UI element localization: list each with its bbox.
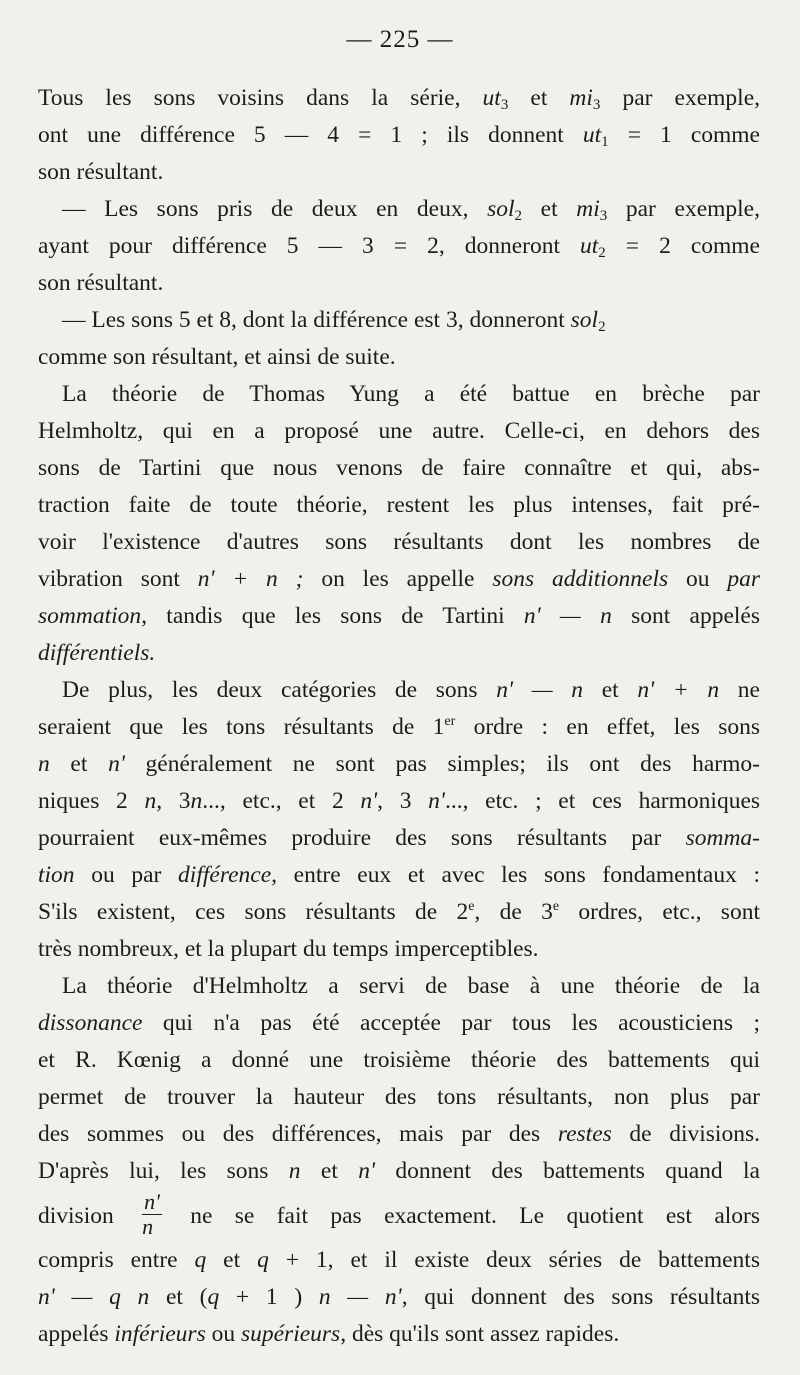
text-run: permet de trouver la hauteur des tons résultants, non plus par	[38, 1084, 760, 1110]
text-line	[38, 1242, 760, 1279]
superscript: e	[468, 899, 475, 914]
italic-text: tion	[38, 862, 75, 888]
text-run: par exemple,	[600, 85, 761, 111]
subscript: 3	[599, 208, 608, 224]
text-run: niques 2	[38, 788, 145, 814]
fraction-numerator: n'	[144, 1189, 160, 1215]
text-line	[38, 339, 760, 376]
italic-text: n' + n	[637, 677, 720, 703]
text-run: division	[38, 1203, 137, 1229]
text-run: ou	[205, 1321, 241, 1347]
text-line	[38, 450, 760, 487]
italic-text: n	[38, 751, 50, 777]
text-run: appelés	[38, 1321, 115, 1347]
subscript: 2	[598, 319, 606, 335]
italic-text: sol	[487, 196, 515, 222]
text-run: traction faite de toute théorie, restent les plus intenses, fait pré-	[38, 492, 760, 518]
text-run: — Les sons pris de deux en deux,	[62, 196, 488, 222]
text-run: généralement ne sont pas simples; ils ont des harmo-	[124, 751, 760, 777]
italic-text: ut	[580, 233, 599, 259]
text-run: ou	[668, 566, 728, 592]
italic-text: dissonance	[38, 1010, 143, 1036]
italic-text: n' — n	[496, 677, 584, 703]
text-run: vibration sont	[38, 566, 198, 592]
text-line	[38, 1042, 760, 1079]
text-run: donnent des battements quand la	[374, 1158, 760, 1184]
italic-text: inférieurs	[114, 1321, 206, 1347]
subscript: 3	[500, 97, 509, 113]
italic-text: somma-	[685, 825, 760, 851]
italic-text: n'	[108, 751, 125, 777]
text-run: , qui donnent des sons résultants	[401, 1284, 760, 1310]
fraction	[142, 1191, 162, 1238]
text-run: ou par	[74, 862, 179, 888]
text-run: Helmholtz, qui en a proposé une autre. Celle-ci, en dehors des	[38, 418, 760, 444]
subscript: 3	[592, 97, 601, 113]
superscript: e	[552, 899, 560, 914]
text-run: , dès qu'ils sont assez rapides.	[340, 1321, 620, 1347]
text-line	[38, 117, 760, 154]
text-line	[38, 672, 760, 709]
italic-text: q	[257, 1247, 269, 1273]
italic-text: n' — q n	[38, 1284, 150, 1310]
text-run: et	[300, 1158, 359, 1184]
page-number: — 225 —	[346, 26, 454, 53]
text-line	[38, 302, 760, 339]
italic-text: différentiels.	[38, 640, 156, 666]
text-run: = 2 comme	[605, 233, 760, 259]
italic-text: ut	[482, 85, 501, 111]
body-text	[38, 80, 760, 1353]
text-line	[38, 709, 760, 746]
text-line	[38, 413, 760, 450]
text-run: Tous les sons voisins dans la série,	[38, 85, 483, 111]
text-run: de divisions.	[611, 1121, 760, 1147]
text-run: très nombreux, et la plupart du temps imperceptibles.	[38, 936, 539, 962]
text-run: D'après lui, les sons	[38, 1158, 289, 1184]
text-run: tandis que les sons de Tartini	[147, 603, 524, 629]
text-line	[38, 820, 760, 857]
italic-text: sol	[570, 307, 599, 333]
text-line	[38, 154, 760, 191]
text-run: par exemple,	[607, 196, 760, 222]
superscript: er	[444, 714, 456, 729]
text-line	[38, 783, 760, 820]
text-run: sons de Tartini que nous venons de faire connaître et qui, abs-	[38, 455, 760, 481]
text-run: et	[522, 196, 577, 222]
text-line	[38, 635, 760, 672]
text-run: sont appelés	[611, 603, 761, 629]
text-run: son résultant.	[38, 159, 164, 185]
italic-text: n	[144, 788, 157, 814]
text-run: et	[206, 1247, 258, 1273]
text-line	[38, 487, 760, 524]
italic-text: n'	[428, 788, 445, 814]
italic-text: restes	[557, 1121, 612, 1147]
italic-text: n — n'	[318, 1284, 402, 1310]
text-run: , 3	[156, 788, 191, 814]
text-line	[38, 894, 760, 931]
text-run: des sommes ou des différences, mais par des	[38, 1121, 558, 1147]
italic-text: mi	[569, 85, 593, 111]
text-line	[38, 1116, 760, 1153]
italic-text: supérieurs	[240, 1321, 341, 1347]
text-run: et	[583, 677, 638, 703]
text-line	[38, 968, 760, 1005]
text-line	[38, 1190, 760, 1242]
text-run: comme son résultant, et ainsi de suite.	[38, 344, 396, 370]
text-run: = 1 comme	[608, 122, 760, 148]
text-run: ne	[719, 677, 760, 703]
text-run: + 1 )	[219, 1284, 319, 1310]
text-line	[38, 1079, 760, 1116]
italic-text: différence,	[178, 862, 278, 888]
italic-text: n' + n ;	[197, 566, 304, 592]
italic-text: ut	[582, 122, 602, 148]
text-run: et	[508, 85, 570, 111]
text-run: ..., etc. ; et ces harmoniques	[444, 788, 761, 814]
text-line	[38, 376, 760, 413]
italic-text: n' — n	[523, 603, 612, 629]
italic-text: par	[727, 566, 760, 592]
text-run: et	[49, 751, 109, 777]
text-line	[38, 561, 760, 598]
text-run: ne se fait pas exactement. Le quotient est alors	[167, 1203, 760, 1229]
text-run: entre eux et avec les sons fondamentaux :	[277, 862, 761, 888]
text-run: , 3	[377, 788, 429, 814]
text-line	[38, 265, 760, 302]
text-run: pourraient eux-mêmes produire des sons résultants par	[38, 825, 686, 851]
text-line	[38, 524, 760, 561]
text-run: voir l'existence d'autres sons résultants dont les nombres de	[38, 529, 760, 555]
text-run: S'ils existent, ces sons résultants de 2	[38, 899, 469, 925]
italic-text: q	[207, 1284, 220, 1310]
text-run: et (	[149, 1284, 208, 1310]
text-run: La théorie de Thomas Yung a été battue en brèche par	[62, 381, 760, 407]
text-run: , de 3	[474, 899, 553, 925]
text-line	[38, 746, 760, 783]
text-run: + 1, et il existe deux séries de battements	[268, 1247, 760, 1273]
text-run: De plus, les deux catégories de sons	[62, 677, 497, 703]
text-line	[38, 857, 760, 894]
text-line	[38, 80, 760, 117]
italic-text: n	[190, 788, 203, 814]
italic-text: q	[194, 1247, 207, 1273]
text-run: ayant pour différence 5 — 3 = 2, donneront	[38, 233, 581, 259]
text-line	[38, 1279, 760, 1316]
text-line	[38, 931, 760, 968]
fraction-denominator: n	[142, 1214, 154, 1240]
text-run: seraient que les tons résultants de 1	[38, 714, 445, 740]
italic-text: sommation,	[38, 603, 148, 629]
text-line	[38, 191, 760, 228]
text-run: on les appelle	[303, 566, 493, 592]
text-line	[38, 228, 760, 265]
text-run: son résultant.	[38, 270, 164, 296]
text-run: qui n'a pas été acceptée par tous les acousticiens ;	[142, 1010, 760, 1036]
text-line	[38, 1153, 760, 1190]
text-run: La théorie d'Helmholtz a servi de base à une théorie de la	[62, 973, 760, 999]
text-run: compris entre	[38, 1247, 195, 1273]
subscript: 1	[601, 134, 609, 150]
italic-text: n	[288, 1158, 301, 1184]
italic-text: n'	[358, 1158, 375, 1184]
text-run: ..., etc., et 2	[202, 788, 361, 814]
italic-text: n'	[360, 788, 378, 814]
text-line	[38, 1316, 760, 1353]
italic-text: mi	[576, 196, 600, 222]
subscript: 2	[598, 245, 606, 261]
italic-text: sons additionnels	[492, 566, 669, 592]
text-line	[38, 598, 760, 635]
text-run: — Les sons 5 et 8, dont la différence est 3, donneront	[62, 307, 571, 333]
subscript: 2	[514, 208, 523, 224]
text-run: ordre : en effet, les sons	[455, 714, 760, 740]
text-run: et R. Kœnig a donné une troisième théorie des battements qui	[38, 1047, 760, 1073]
text-line	[38, 1005, 760, 1042]
text-run: ont une différence 5 — 4 = 1 ; ils donnent	[38, 122, 583, 148]
text-run: ordres, etc., sont	[559, 899, 760, 925]
